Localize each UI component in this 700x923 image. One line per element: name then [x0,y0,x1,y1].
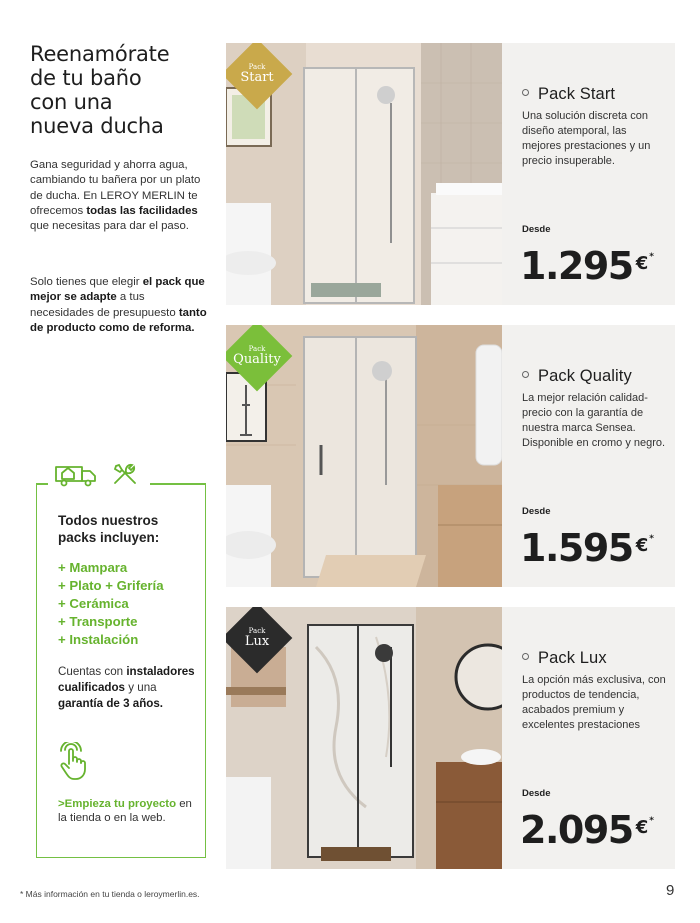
pack-lux-photo [226,607,502,869]
start-project-text: en la tienda o en la web. [58,798,192,824]
badge-big-text: Lux [244,634,270,649]
pack-description: La mejor relación calidad-precio con la garantía de nuestra marca Sensea. Disponible en cromo y negro. [522,392,666,449]
headline-line: nueva ducha [30,114,164,138]
currency-symbol: € [635,535,649,556]
bullet-circle-icon [522,653,529,660]
price-asterisk: * [649,534,653,544]
badge-small-text: Pack [248,627,266,635]
pack-name: Pack Start [538,85,616,103]
pack-price [520,519,652,568]
badge-big-text: Start [240,70,274,85]
box-title: Todos nuestros packs incluyen: [58,513,160,545]
intro-text: a tus necesidades de presupuesto [30,291,179,319]
pack-title [522,367,632,386]
intro-text: que necesitas para dar el paso. [30,220,189,233]
intro-paragraph-2 [30,275,210,336]
pack-title [522,649,607,668]
list-item: + Transporte [58,614,138,629]
badge-small-text: Pack [248,63,266,71]
price-value: 1.595 [520,526,633,570]
installers-text [58,664,198,712]
box-border-segment [36,483,48,485]
price-from-label: Desde [522,506,551,517]
headline-line: de tu baño [30,66,142,90]
pack-start-photo [226,43,502,305]
price-asterisk: * [649,816,653,826]
pack-name: Pack Lux [538,649,607,667]
pack-badge [232,613,282,663]
bullet-circle-icon [522,89,529,96]
warranty-bold: garantía de 3 años. [58,697,164,710]
pack-quality-photo [226,325,502,587]
price-from-label: Desde [522,788,551,799]
includes-list [58,559,203,649]
price-value: 1.295 [520,244,633,288]
box-icons [52,458,144,492]
pack-lux-info [502,607,675,869]
wrench-screwdriver-icon [110,458,140,493]
currency-symbol: € [635,817,649,838]
pack-name: Pack Quality [538,367,632,385]
price-asterisk: * [649,252,653,262]
intro-bold: tanto de producto como de reforma. [30,306,207,334]
list-item: + Mampara [58,560,128,575]
page-headline [30,42,220,138]
start-project-link[interactable] [58,797,198,825]
pack-description: Una solución discreta con diseño atemporal, las mejores prestaciones y un precio insuperable. [522,110,651,167]
pack-price [520,801,652,850]
pack-badge [232,331,282,381]
list-item: + Cerámica [58,596,129,611]
intro-text: Solo tienes que elegir [30,276,143,288]
intro-bold: el pack que mejor se adapte [30,276,205,304]
start-project-label[interactable]: >Empieza tu proyecto [58,798,177,810]
price-from-label: Desde [522,224,551,235]
intro-bold: todas las facilidades [86,204,198,217]
price-value: 2.095 [520,808,633,852]
hand-pointer-icon [56,742,90,782]
pack-quality-info [502,325,675,587]
installers-text-part: Cuentas con [58,665,127,678]
badge-small-text: Pack [248,345,266,353]
pack-badge [232,49,282,99]
page-number: 9 [666,882,675,899]
bullet-circle-icon [522,371,529,378]
box-border-segment [150,483,206,485]
badge-big-text: Quality [233,352,281,367]
currency-symbol: € [635,253,649,274]
pack-description: La opción más exclusiva, con productos de tendencia, acabados premium y excelentes prestaciones [522,674,666,731]
intro-text: Gana seguridad y ahorra agua, cambiando tu bañera por un plato de ducha. En LEROY MERLIN te ofrecemos [30,159,201,217]
installers-bold: instaladores cualificados [58,665,195,694]
pack-price [520,237,652,286]
installers-text-part: y una [125,681,157,694]
pack-start-info [502,43,675,305]
list-item: + Plato + Grifería [58,578,164,593]
pack-title [522,85,615,104]
headline-line: Reenamórate [30,42,170,66]
truck-house-icon [54,459,98,492]
intro-paragraph [30,158,210,234]
headline-line: con una [30,90,113,114]
footnote: * Más información en tu tienda o leroymerlin.es. [20,889,200,899]
list-item: + Instalación [58,632,139,647]
